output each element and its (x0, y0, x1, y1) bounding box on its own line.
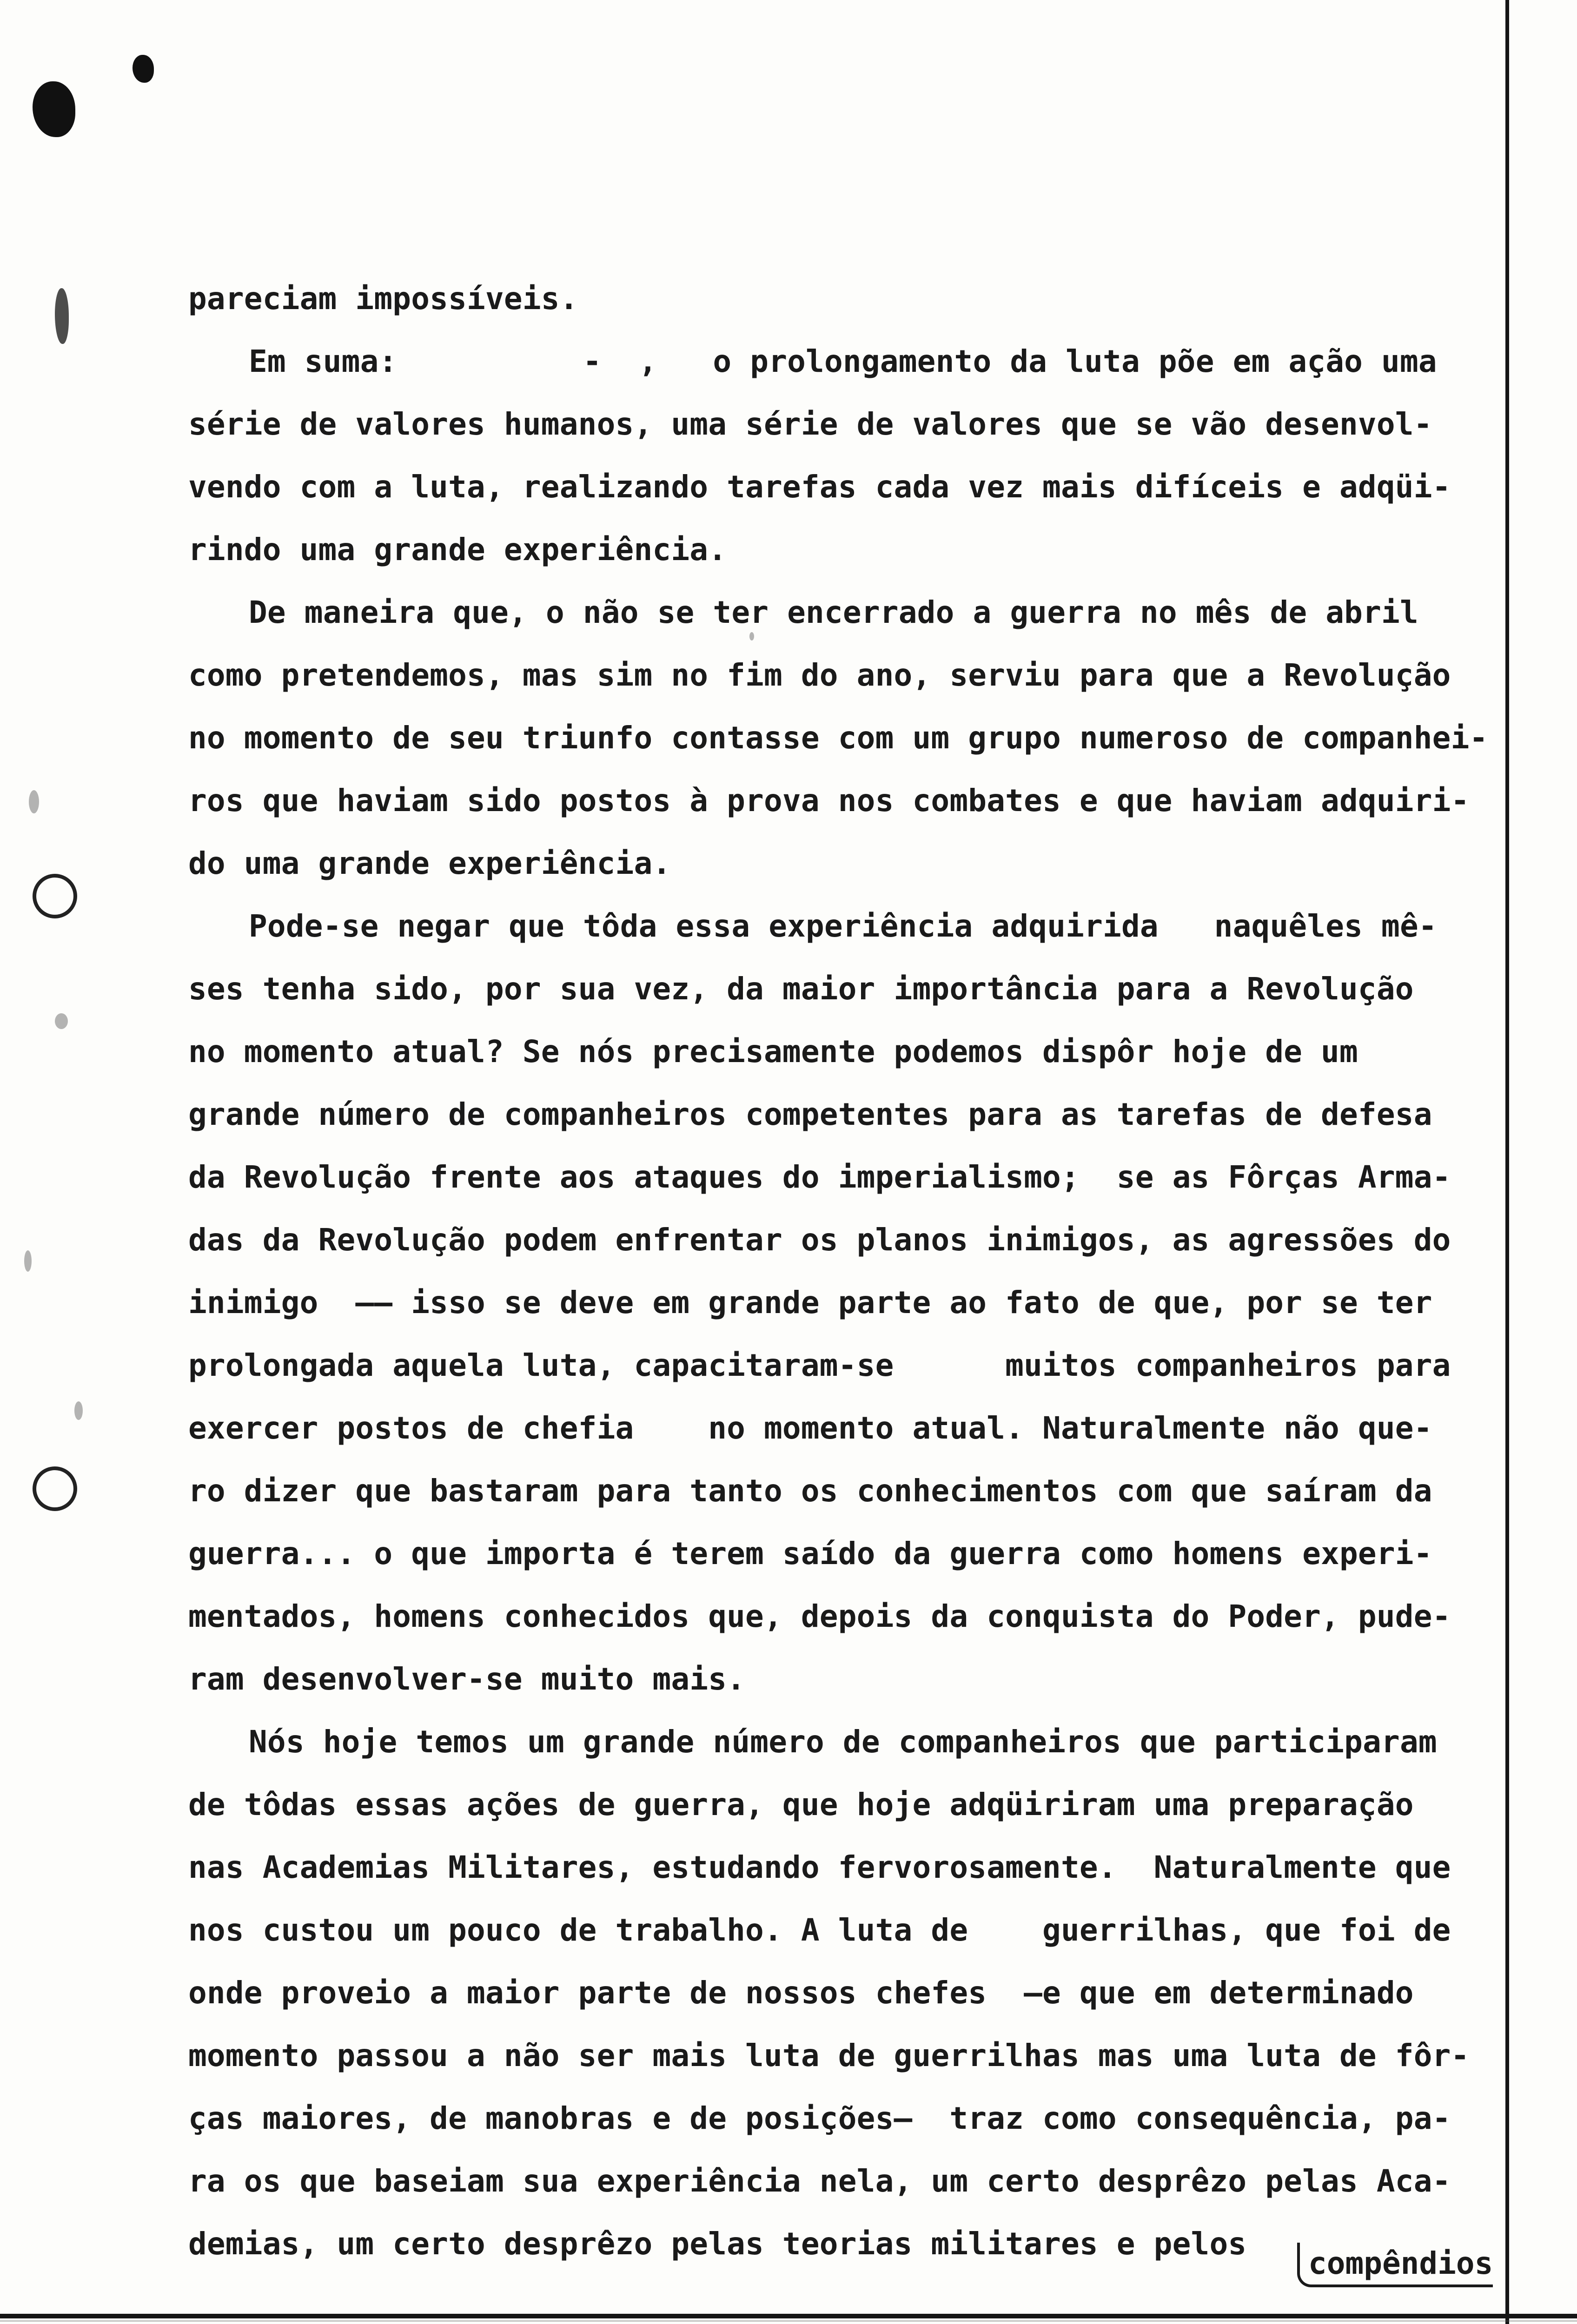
text-line: De maneira que, o não se ter encerrado a guerra no mês de abril (249, 594, 1418, 630)
ink-dot (133, 55, 154, 83)
speck (74, 1401, 83, 1420)
text-line: ros que haviam sido postos à prova nos combates e que haviam adquiri- (188, 783, 1470, 819)
text-line: ram desenvolver-se muito mais. (188, 1661, 746, 1697)
text-line: onde proveio a maior parte de nossos chefes —e que em determinado (188, 1975, 1414, 2011)
text-line: do uma grande experiência. (188, 845, 671, 881)
text-line: demias, um certo desprêzo pelas teorias militares e pelos (188, 2226, 1247, 2262)
text-line: grande número de companheiros competentes para as tarefas de defesa (188, 1096, 1432, 1132)
text-line: das da Revolução podem enfrentar os planos inimigos, as agressões do (188, 1222, 1451, 1258)
text-line: no momento de seu triunfo contasse com um grupo numeroso de companhei- (188, 720, 1488, 756)
text-line: Em suma: - , o prolongamento da luta põe em ação uma (249, 343, 1437, 379)
text-line: mentados, homens conhecidos que, depois da conquista do Poder, pude- (188, 1598, 1451, 1634)
text-line: ro dizer que bastaram para tanto os conhecimentos com que saíram da (188, 1473, 1432, 1509)
text-line: ses tenha sido, por sua vez, da maior importância para a Revolução (188, 971, 1414, 1007)
text-line: no momento atual? Se nós precisamente podemos dispôr hoje de um (188, 1034, 1358, 1070)
punch-hole-top (33, 874, 77, 918)
text-line: rindo uma grande experiência. (188, 532, 727, 568)
text-line: prolongada aquela luta, capacitaram-se muitos companheiros para (188, 1347, 1451, 1383)
speck (29, 790, 39, 813)
bottom-rule-shadow (0, 2320, 1577, 2322)
speck (24, 1250, 32, 1272)
text-line: Pode-se negar que tôda essa experiência adquirida naquêles mê- (249, 908, 1437, 944)
punch-hole-bottom (33, 1466, 77, 1511)
text-line: série de valores humanos, uma série de valores que se vão desenvol- (188, 406, 1432, 442)
text-line: de tôdas essas ações de guerra, que hoje adqüiriram uma preparação (188, 1787, 1414, 1822)
speck (55, 1013, 68, 1029)
bottom-rule (0, 2314, 1577, 2318)
body-text (188, 267, 1518, 2275)
text-line: momento passou a não ser mais luta de guerrilhas mas uma luta de fôr- (188, 2038, 1470, 2073)
text-line: ra os que baseiam sua experiência nela, um certo desprêzo pelas Aca- (188, 2163, 1451, 2199)
text-line: como pretendemos, mas sim no fim do ano, serviu para que a Revolução (188, 657, 1451, 693)
text-line: pareciam impossíveis. (188, 281, 578, 317)
ink-smudge (55, 288, 69, 344)
text-line: exercer postos de chefia no momento atual. Naturalmente não que- (188, 1410, 1432, 1446)
text-line: ças maiores, de manobras e de posições— traz como consequência, pa- (188, 2100, 1451, 2136)
text-line: Nós hoje temos um grande número de companheiros que participaram (249, 1724, 1437, 1760)
text-line: nos custou um pouco de trabalho. A luta de guerrilhas, que foi de (188, 1912, 1451, 1948)
ink-blot (33, 81, 75, 137)
text-line: nas Academias Militares, estudando fervorosamente. Naturalmente que (188, 1849, 1451, 1885)
text-line: da Revolução frente aos ataques do imperialismo; se as Fôrças Arma- (188, 1159, 1451, 1195)
text-line: vendo com a luta, realizando tarefas cada vez mais difíceis e adqüi- (188, 469, 1451, 505)
text-line: inimigo —— isso se deve em grande parte ao fato de que, por se ter (188, 1285, 1432, 1320)
text-line: guerra... o que importa é terem saído da guerra como homens experi- (188, 1536, 1432, 1571)
catchword: compêndios (1297, 2243, 1493, 2287)
